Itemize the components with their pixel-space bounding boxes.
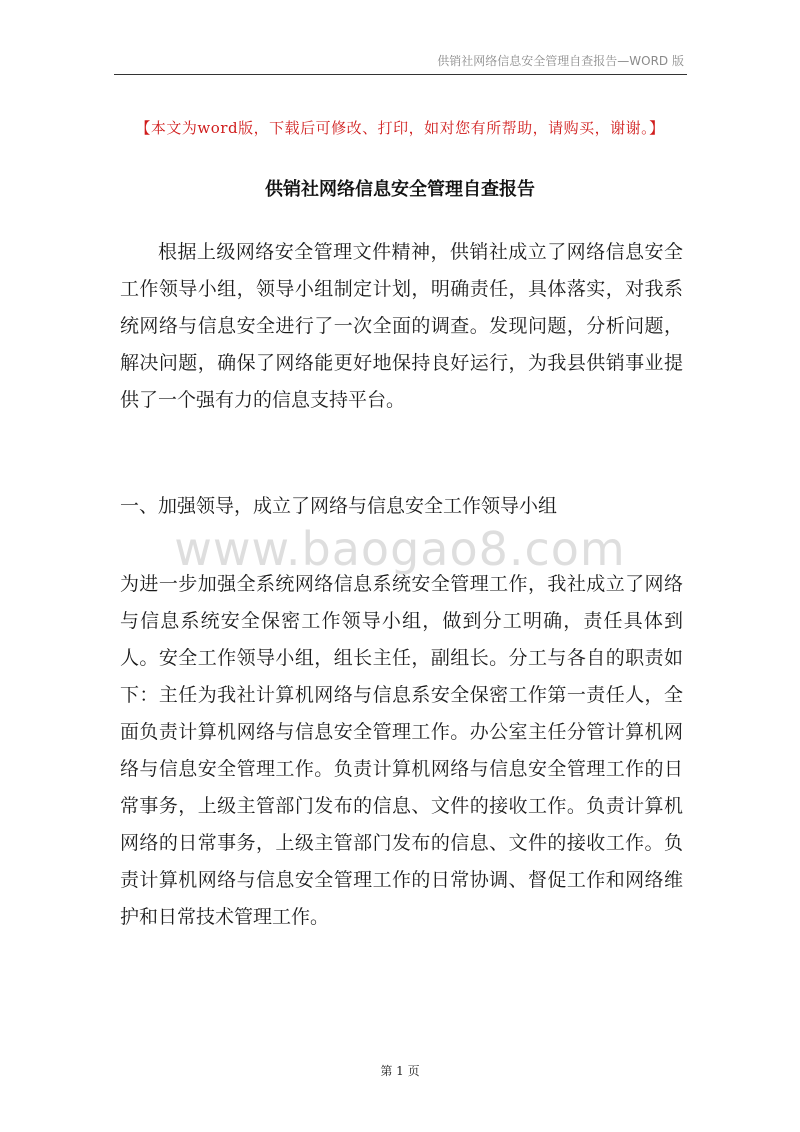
- document-title: 供销社网络信息安全管理自查报告: [265, 179, 535, 200]
- body-paragraph-section-1: 为进一步加强全系统网络信息系统安全管理工作，我社成立了网络与信息系统安全保密工作领导小组，做到分工明确，责任具体到人。安全工作领导小组，组长主任，副组长。分工与各自的职责如下：主任为我社计算机网络与信息系安全保密工作第一责任人，全面负责计算机网络与信息安全管理工作。办公室主任分管计算机网络与信息安全管理工作。负责计算机网络与信息安全管理工作的日常事务，上级主管部门发布的信息、文件的接收工作。负责计算机网络的日常事务，上级主管部门发布的信息、文件的接收工作。负责计算机网络与信息安全管理工作的日常协调、督促工作和网络维护和日常技术管理工作。: [120, 573, 683, 928]
- purchase-notice: 【本文为word版，下载后可修改、打印，如对您有所帮助，请购买，谢谢。】: [135, 119, 665, 137]
- section-heading-1: 一、加强领导，成立了网络与信息安全工作领导小组: [120, 495, 558, 517]
- watermark-text: www.baogao8.com: [174, 522, 626, 576]
- page-number: 第 1 页: [380, 1064, 420, 1078]
- header-divider: [114, 74, 687, 75]
- body-paragraph-intro: 根据上级网络安全管理文件精神，供销社成立了网络信息安全工作领导小组，领导小组制定计划，明确责任，具体落实，对我系统网络与信息安全进行了一次全面的调查。发现问题，分析问题，解决问题，确保了网络能更好地保持良好运行，为我县供销事业提供了一个强有力的信息支持平台。: [120, 241, 683, 411]
- page-header-title: 供销社网络信息安全管理自查报告—WORD 版: [437, 54, 684, 68]
